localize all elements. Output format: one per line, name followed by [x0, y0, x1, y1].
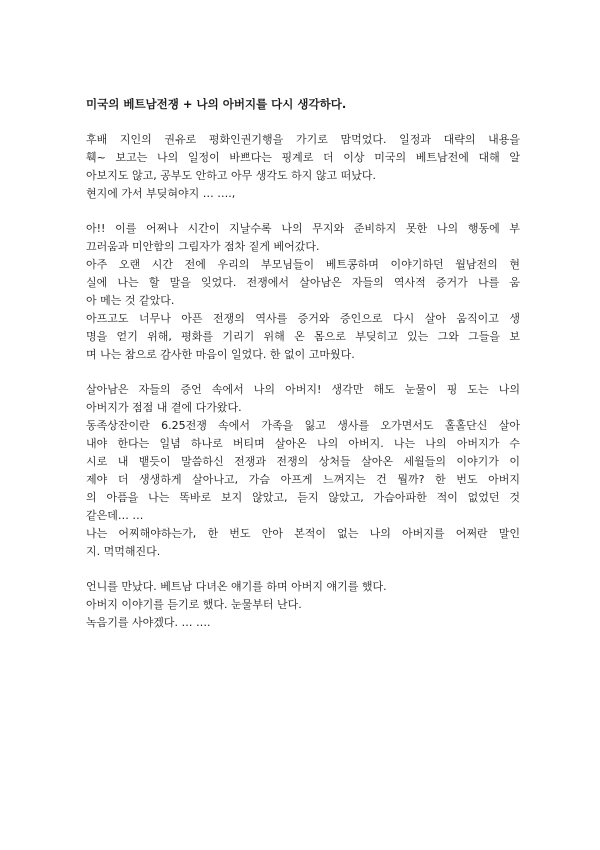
- text-line: 아보지도 않고, 공부도 안하고 아무 생각도 하지 않고 떠났다.: [86, 169, 376, 182]
- text-line: 동족상잔이란 6.25전쟁 속에서 가족을 잃고 생사를 오가면서도 홀홀단신 살아: [86, 419, 520, 432]
- text-line: 제야 더 생생하게 살아나고, 가슴 아프게 느껴지는 건 뭘까? 한 번도 아버지: [86, 473, 520, 486]
- paragraph-3: [86, 381, 520, 561]
- text-line: 아프고도 너무나 아픈 전쟁의 역사를 증거와 증인으로 다시 살아 움직이고 생: [86, 312, 520, 325]
- text-line: 끄러움과 미안함의 그림자가 점차 짙게 베어갔다.: [86, 240, 320, 253]
- text-line: 아!! 이를 어쩌나 시간이 지날수록 나의 무지와 준비하지 못한 나의 행동에 부: [86, 222, 520, 235]
- paragraph-2: [86, 220, 520, 364]
- text-line: 같은데… …: [86, 509, 144, 522]
- text-line: 훽~ 보고는 나의 일정이 바쁘다는 핑계로 더 이상 미국의 베트남전에 대해 알: [86, 151, 520, 164]
- text-line: 실에 나는 할 말을 잊었다. 전쟁에서 살아남은 자들의 역사적 증거가 나를 움: [86, 276, 520, 289]
- text-line: 의 아픔을 나는 똑바로 보지 않았고, 듣지 않았고, 가슴아파한 적이 없었던 것: [86, 491, 520, 504]
- text-line: 내야 한다는 일념 하나로 버티며 살아온 나의 아버지. 나는 나의 아버지가 수: [86, 437, 520, 450]
- text-line: 아 메는 것 같았다.: [86, 294, 175, 307]
- text-line: 아버지 이야기를 듣기로 했다. 눈물부터 난다.: [86, 598, 302, 611]
- text-line: 지. 먹먹해진다.: [86, 545, 161, 558]
- text-line: 아버지가 점점 내 곁에 다가왔다.: [86, 401, 242, 414]
- text-line: 며 나는 참으로 감사한 마음이 일었다. 한 없이 고마웠다.: [86, 348, 355, 361]
- text-line: 살아남은 자들의 증언 속에서 나의 아버지! 생각만 해도 눈물이 핑 도는 나의: [86, 383, 520, 396]
- text-line: 시로 내 뱉듯이 말씀하신 전쟁과 전쟁의 상처들 살아온 세월들의 이야기가 이: [86, 455, 520, 468]
- paragraph-4: [86, 578, 520, 632]
- paragraph-1: [86, 131, 520, 203]
- text-line: 녹음기를 사야겠다. … ….: [86, 616, 211, 629]
- text-line: 후배 지인의 권유로 평화인권기행을 가기로 맘먹었다. 일정과 대략의 내용을: [86, 133, 520, 146]
- text-line: 나는 어찌해야하는가, 한 번도 안아 본적이 없는 나의 아버지를 어쩌란 말인: [86, 527, 520, 540]
- document-page: [86, 95, 520, 649]
- document-title: 미국의 베트남전쟁 + 나의 아버지를 다시 생각하다.: [86, 97, 347, 111]
- text-line: 아주 오랜 시간 전에 우리의 부모님들이 베트콩하며 이야기하던 월남전의 현: [86, 258, 520, 271]
- text-line: 명을 얻기 위해, 평화를 기리기 위해 온 몸으로 부딪히고 있는 그와 그들을 보: [86, 330, 520, 343]
- text-line: 현지에 가서 부딪혀야지 … ….,: [86, 187, 236, 200]
- text-line: 언니를 만났다. 베트남 다녀온 얘기를 하며 아버지 얘기를 했다.: [86, 580, 387, 593]
